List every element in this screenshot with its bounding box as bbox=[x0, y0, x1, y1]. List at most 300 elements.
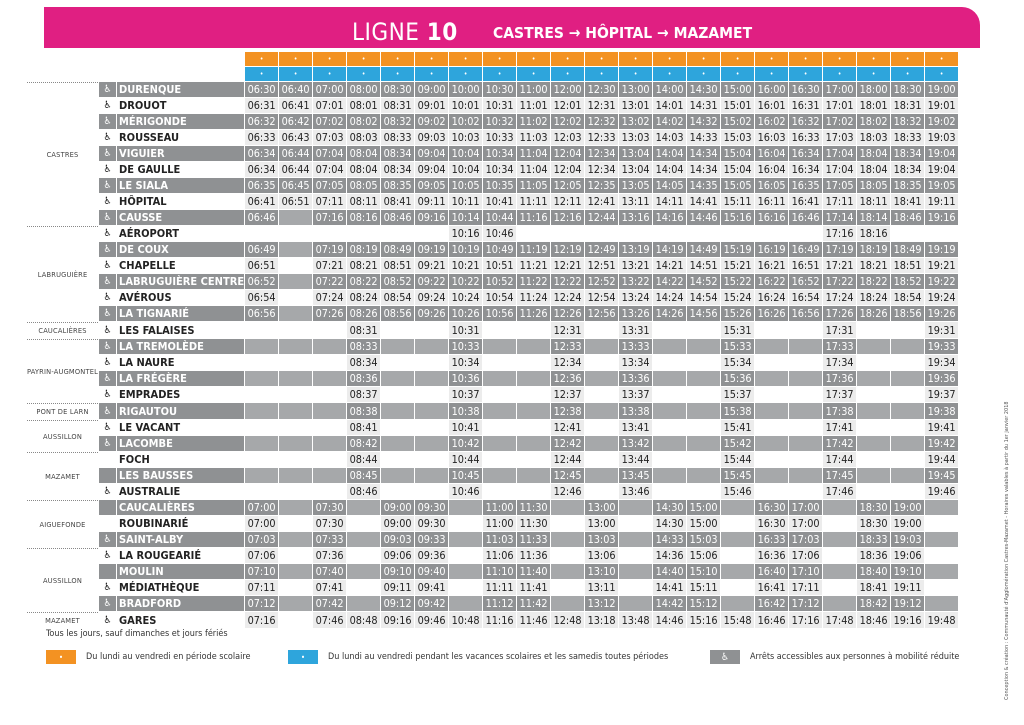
departure-time: 12:34 bbox=[585, 162, 618, 177]
orange-dot-icon: • bbox=[279, 52, 312, 66]
departure-time: 15:31 bbox=[721, 322, 754, 338]
departure-time: 16:30 bbox=[755, 516, 788, 531]
departure-time: 13:00 bbox=[585, 516, 618, 531]
no-service bbox=[755, 226, 788, 241]
departure-time: 15:16 bbox=[687, 612, 720, 628]
wheelchair-icon: ♿ bbox=[99, 114, 116, 129]
departure-time: 17:38 bbox=[823, 403, 856, 419]
stop-name: ROUBINARIÉ bbox=[119, 517, 189, 530]
no-service bbox=[721, 564, 754, 579]
departure-time: 06:30 bbox=[245, 82, 278, 97]
departure-time: 08:31 bbox=[347, 322, 380, 338]
no-service bbox=[653, 436, 686, 451]
orange-dot-icon: • bbox=[551, 52, 584, 66]
departure-time: 08:33 bbox=[347, 339, 380, 354]
departure-time: 18:22 bbox=[857, 274, 890, 289]
no-service bbox=[279, 258, 312, 273]
no-service bbox=[585, 420, 618, 435]
departure-time: 14:30 bbox=[653, 516, 686, 531]
departure-time: 10:04 bbox=[449, 146, 482, 161]
departure-time: 13:11 bbox=[619, 194, 652, 209]
departure-time: 12:37 bbox=[551, 387, 584, 402]
departure-time: 16:04 bbox=[755, 146, 788, 161]
stop-name: LACOMBE bbox=[117, 436, 244, 451]
departure-time: 13:04 bbox=[619, 146, 652, 161]
departure-time: 08:49 bbox=[381, 242, 414, 257]
stop-name: LABRUGUIÈRE CENTRE bbox=[119, 275, 245, 288]
departure-time: 07:03 bbox=[313, 130, 346, 145]
wheelchair-icon: ♿ bbox=[103, 228, 112, 239]
no-service bbox=[857, 322, 890, 338]
wheelchair-icon: ♿ bbox=[99, 596, 116, 611]
no-service bbox=[245, 371, 278, 386]
stop-name: MÉDIATHÈQUE bbox=[119, 581, 200, 594]
blue-dot-icon: • bbox=[449, 67, 482, 81]
no-access-icon bbox=[99, 500, 116, 515]
no-service bbox=[721, 226, 754, 241]
departure-time: 13:24 bbox=[619, 290, 652, 305]
departure-time: 13:34 bbox=[619, 355, 652, 370]
wheelchair-icon: ♿ bbox=[99, 210, 116, 225]
stop-name: VIGUIER bbox=[117, 146, 244, 161]
no-service bbox=[381, 355, 414, 370]
departure-time: 07:00 bbox=[245, 516, 278, 531]
departure-time: 17:11 bbox=[789, 580, 822, 595]
stop-row bbox=[27, 371, 958, 386]
departure-time: 15:21 bbox=[721, 258, 754, 273]
no-service bbox=[653, 355, 686, 370]
no-service bbox=[857, 403, 890, 419]
departure-time: 11:21 bbox=[517, 258, 550, 273]
departure-time: 09:36 bbox=[415, 548, 448, 563]
departure-time: 09:00 bbox=[381, 500, 414, 515]
departure-time: 09:06 bbox=[381, 548, 414, 563]
stop-name: MOULIN bbox=[117, 564, 244, 579]
no-service bbox=[279, 290, 312, 305]
no-service bbox=[653, 484, 686, 499]
departure-time: 14:04 bbox=[653, 162, 686, 177]
departure-time: 19:00 bbox=[891, 500, 924, 515]
departure-time: 15:38 bbox=[721, 403, 754, 419]
departure-time: 19:45 bbox=[925, 468, 958, 483]
departure-time: 14:26 bbox=[653, 306, 686, 321]
departure-time: 08:02 bbox=[347, 114, 380, 129]
departure-time: 08:26 bbox=[347, 306, 380, 321]
no-service bbox=[313, 452, 346, 467]
no-service bbox=[687, 420, 720, 435]
no-service bbox=[823, 500, 856, 515]
departure-time: 09:46 bbox=[415, 612, 448, 628]
departure-time: 14:11 bbox=[653, 194, 686, 209]
stop-row bbox=[27, 258, 958, 273]
stop-name: CAUCALIÈRES bbox=[117, 500, 244, 515]
stop-row bbox=[27, 290, 958, 305]
blue-dot-icon: • bbox=[891, 67, 924, 81]
departure-time: 14:34 bbox=[687, 162, 720, 177]
departure-time: 19:00 bbox=[925, 82, 958, 97]
blue-dot-icon: • bbox=[857, 67, 890, 81]
wheelchair-icon: ♿ bbox=[99, 274, 116, 289]
departure-time: 19:48 bbox=[925, 612, 958, 628]
departure-time: 19:03 bbox=[925, 130, 958, 145]
departure-time: 15:04 bbox=[721, 162, 754, 177]
departure-time: 11:05 bbox=[517, 178, 550, 193]
city-label: AUSSILLON bbox=[27, 548, 98, 611]
departure-time: 07:12 bbox=[245, 596, 278, 611]
no-service bbox=[823, 516, 856, 531]
departure-time: 14:30 bbox=[653, 500, 686, 515]
departure-time: 16:02 bbox=[755, 114, 788, 129]
no-service bbox=[381, 387, 414, 402]
no-service bbox=[279, 371, 312, 386]
no-service bbox=[721, 500, 754, 515]
no-service bbox=[279, 468, 312, 483]
line-title bbox=[352, 18, 458, 46]
no-service bbox=[857, 468, 890, 483]
no-service bbox=[789, 226, 822, 241]
no-service bbox=[313, 387, 346, 402]
departure-time: 09:19 bbox=[415, 242, 448, 257]
departure-time: 15:03 bbox=[687, 532, 720, 547]
departure-time: 18:52 bbox=[891, 274, 924, 289]
no-service bbox=[755, 420, 788, 435]
departure-time: 19:19 bbox=[925, 242, 958, 257]
city-label: MAZAMET bbox=[27, 612, 98, 628]
blue-dot-icon: • bbox=[823, 67, 856, 81]
departure-time: 16:46 bbox=[789, 210, 822, 225]
no-service bbox=[483, 468, 516, 483]
departure-time: 16:41 bbox=[755, 580, 788, 595]
blue-dot-icon: • bbox=[517, 67, 550, 81]
departure-time: 06:44 bbox=[279, 162, 312, 177]
legend-note: Tous les jours, sauf dimanches et jours fériés bbox=[46, 629, 228, 639]
no-service bbox=[789, 468, 822, 483]
departure-time: 14:40 bbox=[653, 564, 686, 579]
no-service bbox=[687, 387, 720, 402]
legend-school-text: Du lundi au vendredi en période scolaire bbox=[86, 652, 251, 662]
departure-time: 14:05 bbox=[653, 178, 686, 193]
departure-time: 17:37 bbox=[823, 387, 856, 402]
departure-time: 12:04 bbox=[551, 146, 584, 161]
blue-dot-icon: • bbox=[789, 67, 822, 81]
departure-time: 17:26 bbox=[823, 306, 856, 321]
wheelchair-icon: ♿ bbox=[103, 260, 112, 271]
departure-time: 18:04 bbox=[857, 146, 890, 161]
no-service bbox=[449, 564, 482, 579]
stop-row bbox=[27, 516, 958, 531]
no-service bbox=[857, 339, 890, 354]
no-service bbox=[925, 548, 958, 563]
departure-time: 15:36 bbox=[721, 371, 754, 386]
blue-dot-icon: • bbox=[347, 67, 380, 81]
departure-time: 10:51 bbox=[483, 258, 516, 273]
no-service bbox=[313, 436, 346, 451]
departure-time: 06:51 bbox=[279, 194, 312, 209]
departure-time: 12:41 bbox=[551, 420, 584, 435]
departure-time: 08:37 bbox=[347, 387, 380, 402]
departure-time: 06:31 bbox=[245, 98, 278, 113]
no-service bbox=[653, 420, 686, 435]
no-service bbox=[585, 468, 618, 483]
no-service bbox=[517, 322, 550, 338]
no-service bbox=[823, 532, 856, 547]
departure-time: 12:52 bbox=[585, 274, 618, 289]
departure-time: 15:00 bbox=[687, 516, 720, 531]
blue-dot-icon: • bbox=[687, 67, 720, 81]
no-service bbox=[245, 226, 278, 241]
departure-time: 08:36 bbox=[347, 371, 380, 386]
departure-time: 08:48 bbox=[347, 612, 380, 628]
blue-dot-icon: • bbox=[721, 67, 754, 81]
no-service bbox=[381, 322, 414, 338]
departure-time: 08:30 bbox=[381, 82, 414, 97]
departure-time: 13:04 bbox=[619, 162, 652, 177]
departure-time: 08:52 bbox=[381, 274, 414, 289]
wheelchair-icon: ♿ bbox=[99, 82, 116, 97]
departure-time: 08:56 bbox=[381, 306, 414, 321]
no-service bbox=[381, 484, 414, 499]
departure-time: 13:05 bbox=[619, 178, 652, 193]
departure-time: 09:26 bbox=[415, 306, 448, 321]
no-service bbox=[517, 226, 550, 241]
departure-time: 12:24 bbox=[551, 290, 584, 305]
no-service bbox=[891, 403, 924, 419]
departure-time: 18:02 bbox=[857, 114, 890, 129]
departure-time: 19:02 bbox=[925, 114, 958, 129]
wheelchair-icon: ♿ bbox=[103, 422, 112, 433]
no-service bbox=[483, 322, 516, 338]
departure-time: 11:00 bbox=[483, 516, 516, 531]
departure-time: 07:04 bbox=[313, 162, 346, 177]
no-service bbox=[517, 339, 550, 354]
no-service bbox=[619, 532, 652, 547]
departure-time: 11:36 bbox=[517, 548, 550, 563]
departure-time: 17:36 bbox=[823, 371, 856, 386]
departure-time: 10:42 bbox=[449, 436, 482, 451]
wheelchair-icon: ♿ bbox=[103, 100, 112, 111]
stop-row bbox=[27, 420, 958, 435]
departure-time: 17:04 bbox=[823, 146, 856, 161]
stop-name: AVÉROUS bbox=[119, 291, 172, 304]
departure-time: 18:41 bbox=[891, 194, 924, 209]
no-service bbox=[585, 371, 618, 386]
departure-time: 18:01 bbox=[857, 98, 890, 113]
departure-time: 07:46 bbox=[313, 612, 346, 628]
departure-time: 09:00 bbox=[381, 516, 414, 531]
wheelchair-icon: ♿ bbox=[99, 339, 116, 354]
no-service bbox=[857, 452, 890, 467]
departure-time: 15:11 bbox=[721, 194, 754, 209]
no-service bbox=[347, 516, 380, 531]
no-service bbox=[653, 452, 686, 467]
no-service bbox=[313, 484, 346, 499]
city-label: CASTRES bbox=[27, 82, 98, 225]
departure-time: 12:36 bbox=[551, 371, 584, 386]
no-service bbox=[823, 596, 856, 611]
departure-time: 12:32 bbox=[585, 114, 618, 129]
no-service bbox=[585, 226, 618, 241]
no-service bbox=[925, 596, 958, 611]
departure-time: 16:52 bbox=[789, 274, 822, 289]
departure-time: 10:33 bbox=[449, 339, 482, 354]
departure-time: 06:34 bbox=[245, 162, 278, 177]
stop-name: HÔPITAL bbox=[119, 195, 167, 208]
no-service bbox=[585, 436, 618, 451]
departure-time: 10:21 bbox=[449, 258, 482, 273]
departure-time: 11:11 bbox=[517, 194, 550, 209]
wheelchair-icon: ♿ bbox=[103, 614, 112, 626]
stop-row bbox=[27, 146, 958, 161]
departure-time: 07:03 bbox=[245, 532, 278, 547]
departure-time: 16:31 bbox=[789, 98, 822, 113]
departure-time: 10:49 bbox=[483, 242, 516, 257]
departure-time: 11:19 bbox=[517, 242, 550, 257]
departure-time: 11:41 bbox=[517, 580, 550, 595]
departure-time: 16:35 bbox=[789, 178, 822, 193]
no-service bbox=[619, 516, 652, 531]
departure-time: 06:44 bbox=[279, 146, 312, 161]
departure-time: 06:32 bbox=[245, 114, 278, 129]
departure-time: 13:31 bbox=[619, 322, 652, 338]
departure-time: 12:35 bbox=[585, 178, 618, 193]
departure-time: 15:05 bbox=[721, 178, 754, 193]
departure-time: 08:42 bbox=[347, 436, 380, 451]
departure-time: 17:00 bbox=[789, 516, 822, 531]
departure-time: 11:03 bbox=[483, 532, 516, 547]
departure-time: 19:21 bbox=[925, 258, 958, 273]
departure-time: 09:05 bbox=[415, 178, 448, 193]
departure-time: 19:11 bbox=[891, 580, 924, 595]
departure-time: 16:30 bbox=[755, 500, 788, 515]
departure-time: 08:01 bbox=[347, 98, 380, 113]
no-service bbox=[381, 371, 414, 386]
departure-time: 18:26 bbox=[857, 306, 890, 321]
departure-time: 11:00 bbox=[483, 500, 516, 515]
departure-time: 18:42 bbox=[857, 596, 890, 611]
stop-name: LE VACANT bbox=[119, 421, 181, 434]
stop-name: LA FRÉGÈRE bbox=[117, 371, 244, 386]
departure-time: 16:04 bbox=[755, 162, 788, 177]
no-service bbox=[551, 516, 584, 531]
departure-time: 16:01 bbox=[755, 98, 788, 113]
departure-time: 14:41 bbox=[653, 580, 686, 595]
departure-time: 08:21 bbox=[347, 258, 380, 273]
departure-time: 15:12 bbox=[687, 596, 720, 611]
departure-time: 16:24 bbox=[755, 290, 788, 305]
no-service bbox=[721, 548, 754, 563]
departure-time: 06:45 bbox=[279, 178, 312, 193]
departure-time: 06:43 bbox=[279, 130, 312, 145]
departure-time: 08:33 bbox=[381, 130, 414, 145]
no-service bbox=[381, 420, 414, 435]
departure-time: 14:36 bbox=[653, 548, 686, 563]
departure-time: 15:06 bbox=[687, 548, 720, 563]
no-service bbox=[585, 484, 618, 499]
no-service bbox=[483, 420, 516, 435]
no-service bbox=[653, 339, 686, 354]
departure-time: 10:45 bbox=[449, 468, 482, 483]
no-service bbox=[585, 387, 618, 402]
departure-time: 10:19 bbox=[449, 242, 482, 257]
departure-time: 14:41 bbox=[687, 194, 720, 209]
departure-time: 18:05 bbox=[857, 178, 890, 193]
departure-time: 15:41 bbox=[721, 420, 754, 435]
wheelchair-icon: ♿ bbox=[103, 357, 112, 368]
departure-time: 07:30 bbox=[313, 500, 346, 515]
stop-row bbox=[27, 564, 958, 579]
departure-time: 16:34 bbox=[789, 162, 822, 177]
no-service bbox=[687, 322, 720, 338]
no-service bbox=[347, 532, 380, 547]
departure-time: 19:41 bbox=[925, 420, 958, 435]
departure-time: 17:00 bbox=[789, 500, 822, 515]
departure-time: 15:33 bbox=[721, 339, 754, 354]
stop-row bbox=[27, 596, 958, 611]
departure-time: 17:48 bbox=[823, 612, 856, 628]
departure-time: 09:01 bbox=[415, 98, 448, 113]
no-access-icon bbox=[99, 452, 116, 467]
departure-time: 12:33 bbox=[585, 130, 618, 145]
departure-time: 07:02 bbox=[313, 114, 346, 129]
departure-time: 07:19 bbox=[313, 242, 346, 257]
departure-time: 18:19 bbox=[857, 242, 890, 257]
departure-time: 07:00 bbox=[245, 500, 278, 515]
departure-time: 07:41 bbox=[313, 580, 346, 595]
no-service bbox=[687, 371, 720, 386]
stop-name: MÉRIGONDE bbox=[117, 114, 244, 129]
stop-name: EMPRADES bbox=[119, 388, 181, 401]
departure-time: 16:42 bbox=[755, 596, 788, 611]
stop-name: LA ROUGEARIÉ bbox=[119, 549, 202, 562]
departure-time: 14:16 bbox=[653, 210, 686, 225]
departure-time: 13:01 bbox=[619, 98, 652, 113]
no-service bbox=[381, 339, 414, 354]
departure-time: 18:56 bbox=[891, 306, 924, 321]
wheelchair-icon: ♿ bbox=[103, 292, 112, 303]
no-service bbox=[279, 210, 312, 225]
no-service bbox=[517, 403, 550, 419]
departure-time: 13:10 bbox=[585, 564, 618, 579]
stop-name: FOCH bbox=[119, 453, 150, 466]
departure-time: 18:46 bbox=[857, 612, 890, 628]
departure-time: 07:00 bbox=[313, 82, 346, 97]
no-service bbox=[449, 500, 482, 515]
departure-time: 09:11 bbox=[381, 580, 414, 595]
no-service bbox=[381, 452, 414, 467]
no-service bbox=[721, 596, 754, 611]
departure-time: 16:05 bbox=[755, 178, 788, 193]
departure-time: 14:54 bbox=[687, 290, 720, 305]
no-service bbox=[755, 452, 788, 467]
departure-time: 13:44 bbox=[619, 452, 652, 467]
departure-time: 07:11 bbox=[245, 580, 278, 595]
departure-time: 18:35 bbox=[891, 178, 924, 193]
departure-time: 18:40 bbox=[857, 564, 890, 579]
departure-time: 17:22 bbox=[823, 274, 856, 289]
no-service bbox=[585, 355, 618, 370]
timetable bbox=[26, 51, 959, 629]
no-service bbox=[891, 436, 924, 451]
departure-time: 11:01 bbox=[517, 98, 550, 113]
departure-time: 10:11 bbox=[449, 194, 482, 209]
no-service bbox=[517, 452, 550, 467]
no-service bbox=[891, 339, 924, 354]
departure-time: 12:44 bbox=[551, 452, 584, 467]
no-service bbox=[755, 322, 788, 338]
departure-time: 07:05 bbox=[313, 178, 346, 193]
departure-time: 18:33 bbox=[891, 130, 924, 145]
departure-time: 07:36 bbox=[313, 548, 346, 563]
